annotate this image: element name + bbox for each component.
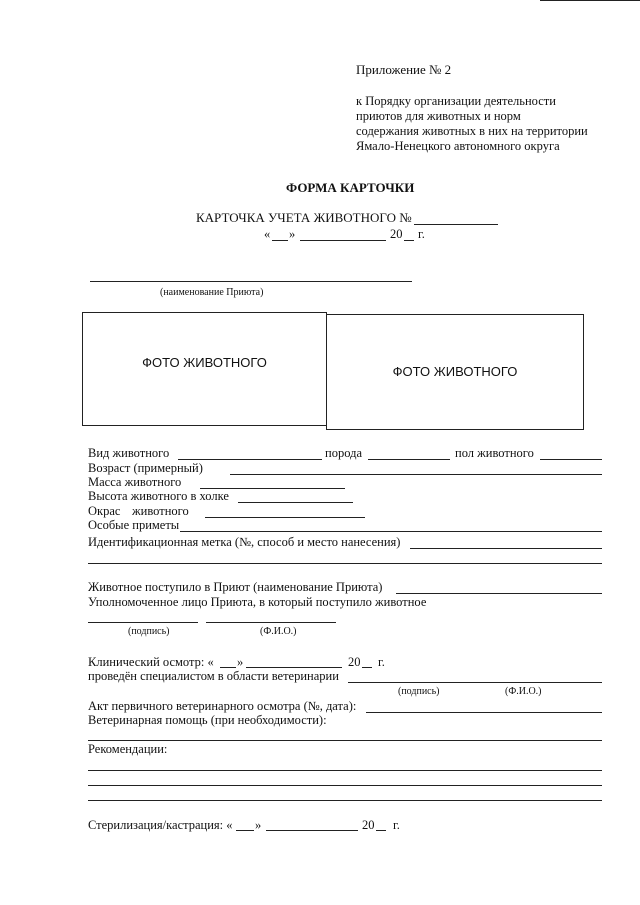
- height-label: Высота животного в холке: [88, 489, 229, 503]
- species-line[interactable]: [178, 459, 322, 460]
- ster-year-line[interactable]: [376, 830, 386, 831]
- date-suffix: г.: [418, 227, 425, 241]
- ster-close-quote: »: [255, 818, 262, 832]
- mass-label: Масса животного: [88, 475, 182, 489]
- arrived-line[interactable]: [396, 593, 602, 594]
- vet-act-label: Акт первичного ветеринарного осмотра (№, дата):: [88, 699, 357, 713]
- breed-label: порода: [325, 446, 362, 460]
- vet-spec-line[interactable]: [348, 682, 602, 683]
- fio-caption: (Ф.И.О.): [260, 626, 297, 637]
- date-year-line[interactable]: [404, 240, 414, 241]
- clinical-close-quote: »: [237, 655, 244, 669]
- photo-label-right: ФОТО ЖИВОТНОГО: [392, 364, 518, 379]
- photo-box-right[interactable]: [326, 314, 584, 430]
- recommendations-line-1[interactable]: [88, 770, 602, 771]
- breed-line[interactable]: [368, 459, 450, 460]
- ster-month-line[interactable]: [266, 830, 358, 831]
- photo-box-left[interactable]: [82, 312, 327, 426]
- ident-line-2[interactable]: [88, 563, 602, 564]
- ster-year: 20: [362, 818, 375, 832]
- arrived-label: Животное поступило в Приют (наименование Приюта): [88, 580, 383, 594]
- vet-help-line[interactable]: [88, 740, 602, 741]
- signature-caption-2: (подпись): [398, 686, 440, 697]
- sterilization-label: Стерилизация/кастрация: «: [88, 818, 233, 832]
- sex-label: пол животного: [455, 446, 534, 460]
- card-title: КАРТОЧКА УЧЕТА ЖИВОТНОГО №: [196, 210, 412, 225]
- recommendations-label: Рекомендации:: [88, 742, 168, 756]
- clinical-year-line[interactable]: [362, 667, 372, 668]
- appendix-line-1: к Порядку организации деятельности: [356, 94, 556, 108]
- marks-label: Особые приметы: [88, 518, 180, 532]
- date-open-quote: «: [264, 227, 271, 241]
- age-label: Возраст (примерный): [88, 461, 203, 475]
- ident-label: Идентификационная метка (№, способ и место нанесения): [88, 535, 401, 549]
- form-title: ФОРМА КАРТОЧКИ: [286, 180, 415, 195]
- ident-line[interactable]: [410, 548, 602, 549]
- fio-caption-2: (Ф.И.О.): [505, 686, 542, 697]
- appendix-line-2: приютов для животных и норм: [356, 109, 521, 123]
- clinical-label: Клинический осмотр: «: [88, 655, 214, 669]
- vet-help-label: Ветеринарная помощь (при необходимости):: [88, 713, 327, 727]
- color-line[interactable]: [205, 517, 365, 518]
- authorized-label: Уполномоченное лицо Приюта, в который поступило животное: [88, 595, 427, 609]
- signature-line[interactable]: [88, 622, 198, 623]
- date-day-line[interactable]: [272, 240, 288, 241]
- date-close-quote: »: [289, 227, 296, 241]
- photo-label-left: ФОТО ЖИВОТНОГО: [142, 355, 267, 370]
- height-line[interactable]: [238, 502, 353, 503]
- date-month-line[interactable]: [300, 240, 386, 241]
- vet-act-line[interactable]: [366, 712, 602, 713]
- appendix-number: Приложение № 2: [356, 62, 452, 77]
- shelter-caption: (наименование Приюта): [160, 287, 264, 298]
- age-line[interactable]: [230, 474, 602, 475]
- ster-day-line[interactable]: [236, 830, 254, 831]
- shelter-name-line[interactable]: [90, 281, 412, 282]
- signature-caption: (подпись): [128, 626, 170, 637]
- clinical-day-line[interactable]: [220, 667, 236, 668]
- ster-suffix: г.: [393, 818, 400, 832]
- vet-spec-label: проведён специалистом в области ветеринарии: [88, 669, 339, 683]
- clinical-year: 20: [348, 655, 361, 669]
- date-year: 20: [390, 227, 403, 241]
- card-number-line[interactable]: [414, 224, 498, 225]
- species-label: Вид животного: [88, 446, 170, 460]
- color-label-2: животного: [132, 504, 189, 518]
- recommendations-line-3[interactable]: [88, 800, 602, 801]
- marks-line[interactable]: [180, 531, 602, 532]
- appendix-line-4: Ямало-Ненецкого автономного округа: [356, 139, 560, 153]
- fio-line[interactable]: [206, 622, 336, 623]
- color-label: Окрас: [88, 504, 121, 518]
- clinical-month-line[interactable]: [246, 667, 342, 668]
- corner-mark: [540, 0, 640, 1]
- sex-line[interactable]: [540, 459, 602, 460]
- clinical-suffix: г.: [378, 655, 385, 669]
- recommendations-line-2[interactable]: [88, 785, 602, 786]
- appendix-line-3: содержания животных в них на территории: [356, 124, 588, 138]
